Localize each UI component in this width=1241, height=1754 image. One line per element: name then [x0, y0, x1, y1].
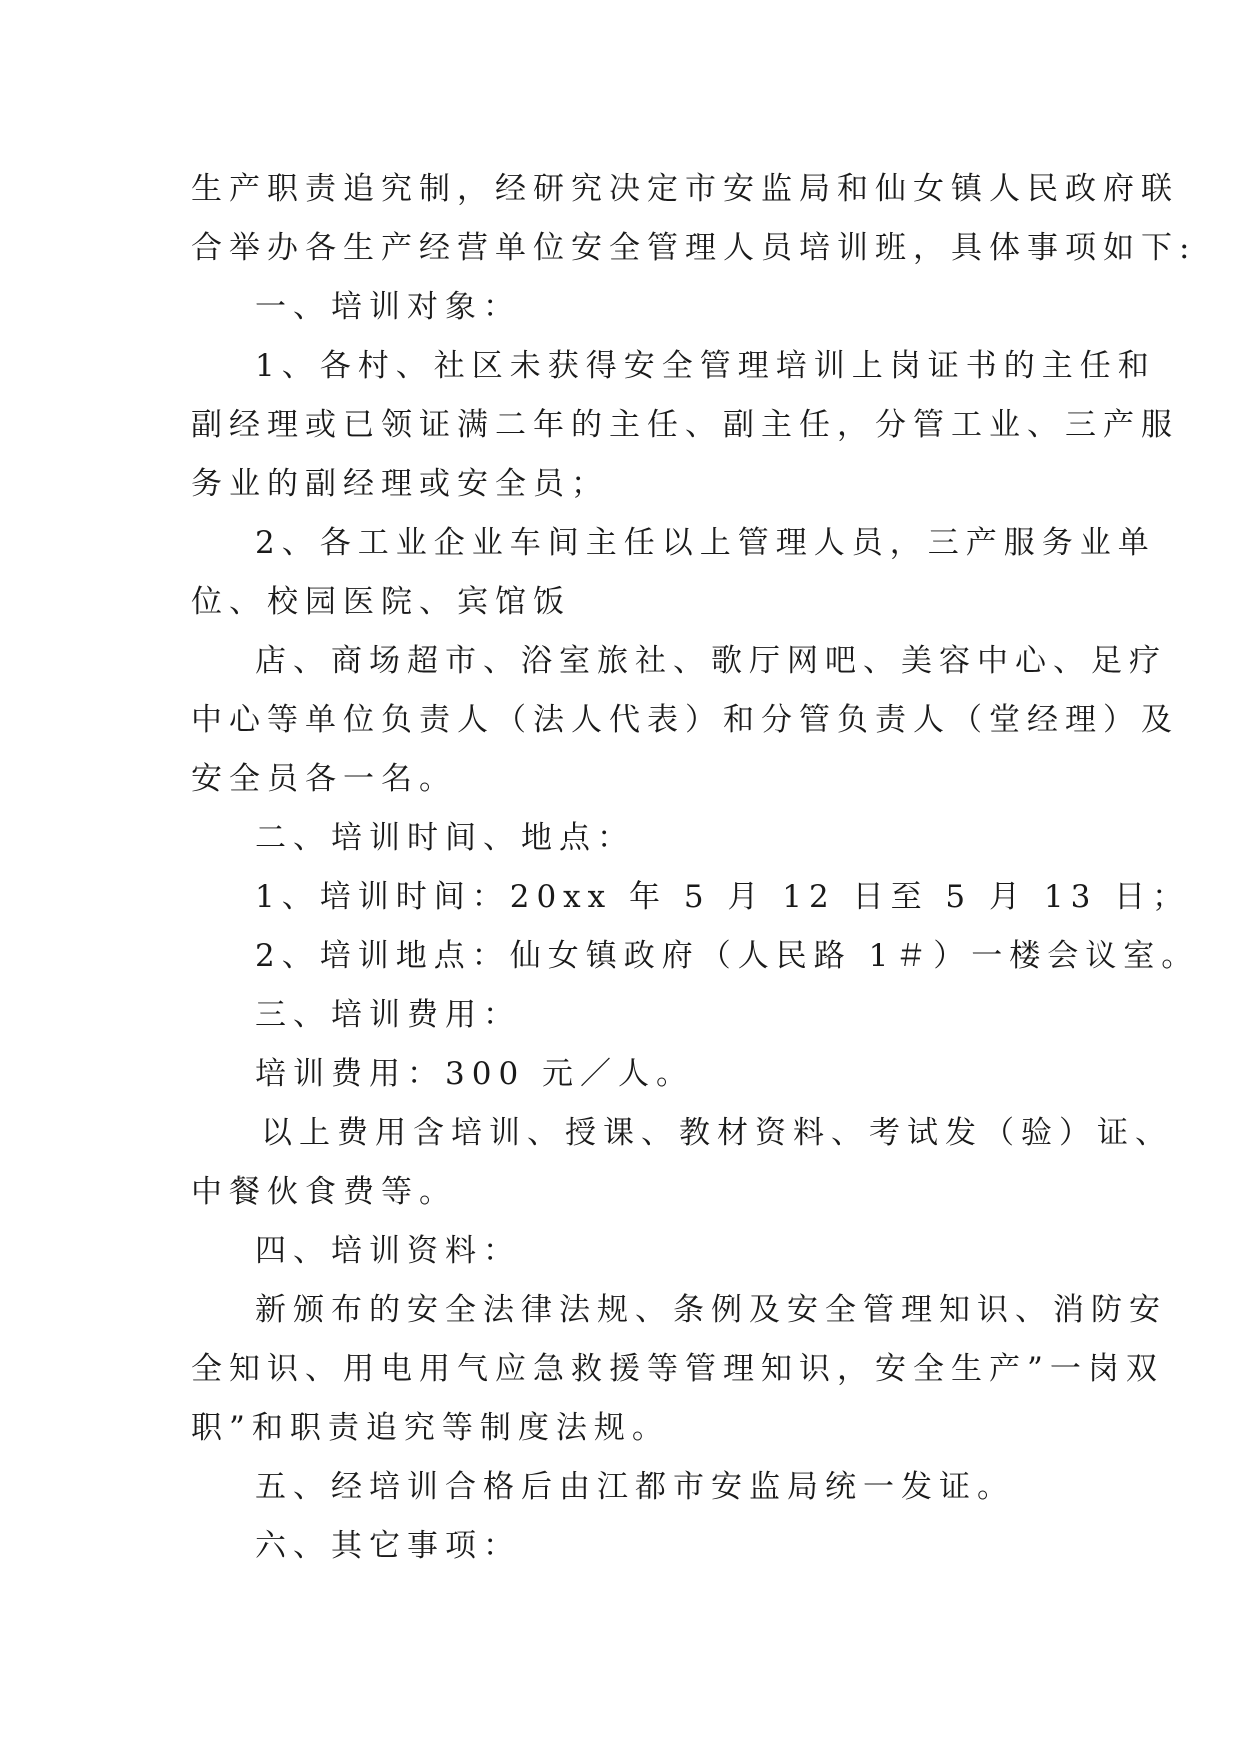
- text-line: 1、各村、社区未获得安全管理培训上岗证书的主任和: [255, 348, 1156, 384]
- text-line: 店、商场超市、浴室旅社、歌厅网吧、美容中心、足疗: [255, 643, 1167, 679]
- section-heading-fees: 三、培训费用：: [255, 997, 521, 1033]
- text-line: 生产职责追究制，经研究决定市安监局和仙女镇人民政府联: [191, 171, 1179, 207]
- section-heading-materials: 四、培训资料：: [255, 1233, 521, 1269]
- text-line: 副经理或已领证满二年的主任、副主任，分管工业、三产服: [191, 407, 1179, 443]
- section-heading-training-targets: 一、培训对象：: [255, 289, 521, 325]
- text-line: 以上费用含培训、授课、教材资料、考试发（验）证、: [261, 1115, 1173, 1151]
- document-body: [191, 160, 1200, 1576]
- text-line: 合举办各生产经营单位安全管理人员培训班，具体事项如下:: [191, 230, 1197, 266]
- text-line: 2、培训地点：仙女镇政府（人民路 1＃）一楼会议室。: [255, 938, 1200, 974]
- text-line: 1、培训时间：20xx 年 5 月 12 日至 5 月 13 日；: [255, 879, 1191, 915]
- text-line: 中餐伙食费等。: [191, 1174, 457, 1210]
- text-line: 位、校园医院、宾馆饭: [191, 584, 571, 620]
- text-line: 2、各工业企业车间主任以上管理人员，三产服务业单: [255, 525, 1156, 561]
- text-line: 务业的副经理或安全员；: [191, 466, 609, 502]
- section-heading-certification: 五、经培训合格后由江都市安监局统一发证。: [255, 1469, 1015, 1505]
- text-line: 职”和职责追究等制度法规。: [191, 1410, 670, 1446]
- text-line: 安全员各一名。: [191, 761, 457, 797]
- text-line: 全知识、用电用气应急救援等管理知识，安全生产”一岗双: [191, 1351, 1164, 1387]
- text-line: 培训费用：300 元／人。: [255, 1056, 695, 1092]
- text-line: 新颁布的安全法律法规、条例及安全管理知识、消防安: [255, 1292, 1167, 1328]
- text-line: 中心等单位负责人（法人代表）和分管负责人（堂经理）及: [191, 702, 1179, 738]
- section-heading-time-location: 二、培训时间、地点：: [255, 820, 635, 856]
- section-heading-other-matters: 六、其它事项：: [255, 1528, 521, 1564]
